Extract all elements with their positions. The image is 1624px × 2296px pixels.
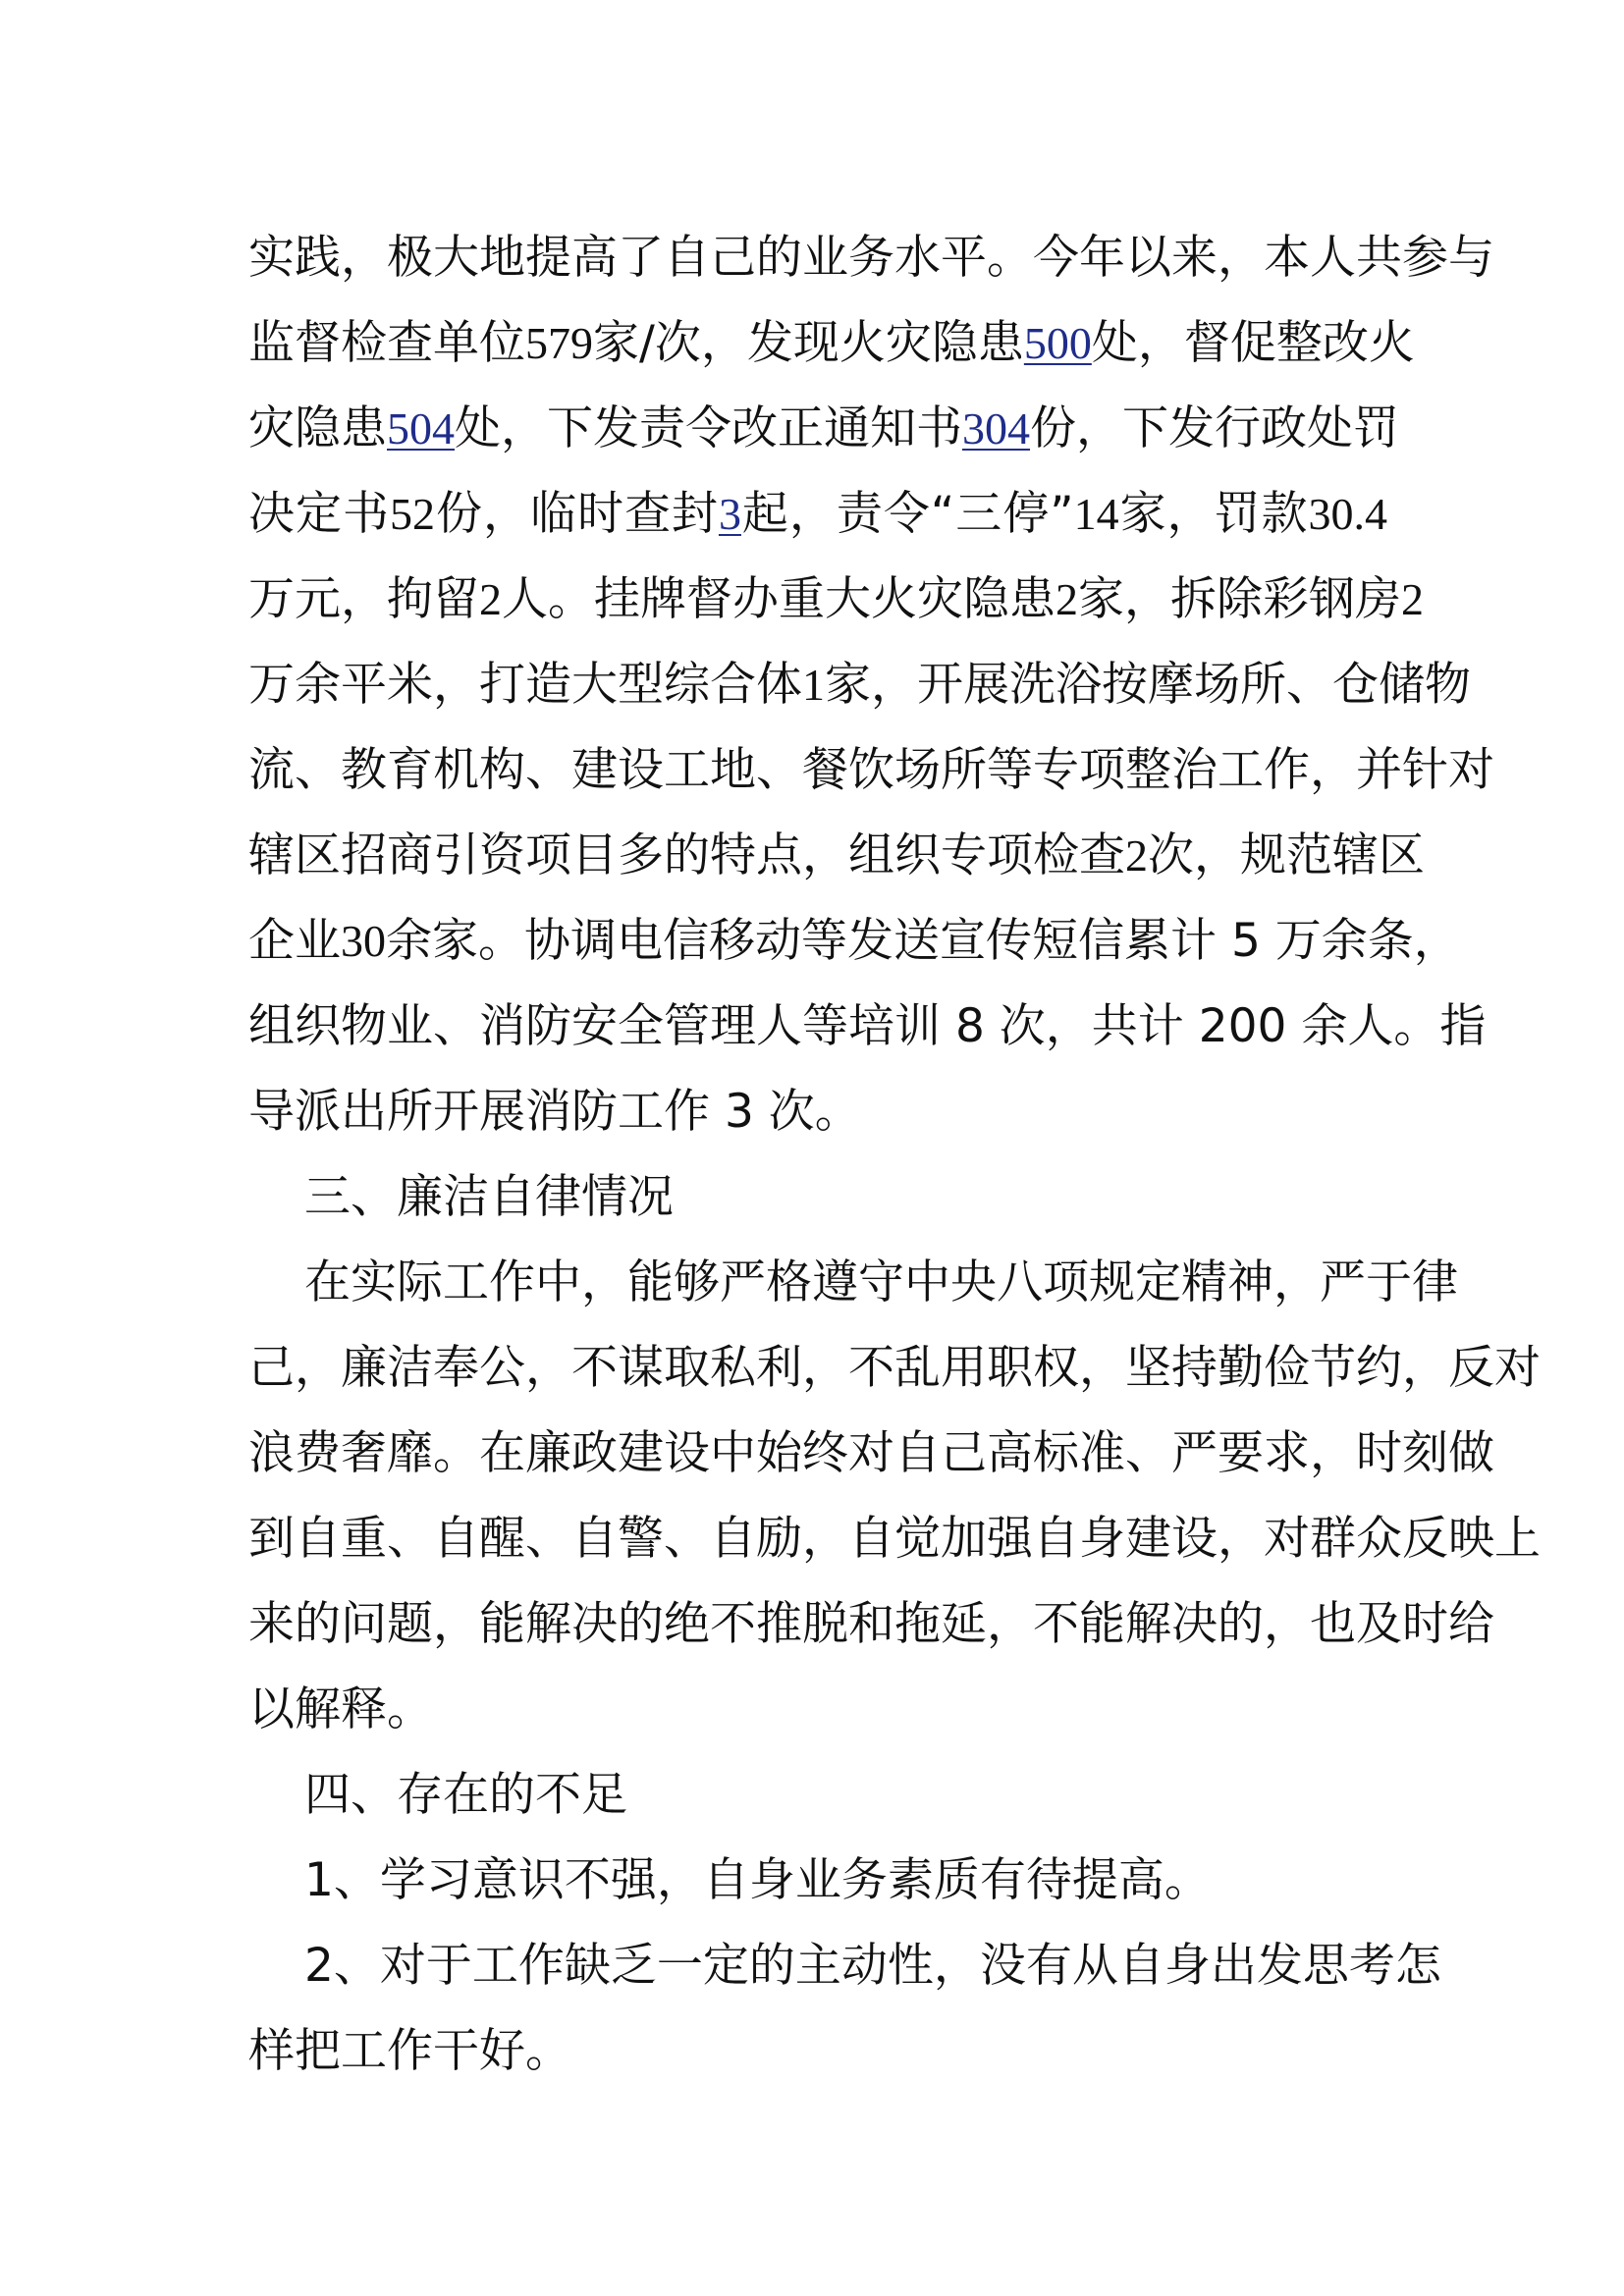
practice-text: 家，开展洗浴按摩场所、仓储物: [825, 658, 1471, 712]
practice-text: 余家。协调电信移动等发送宣传短信累计 5 万余条，: [386, 914, 1460, 968]
practice-line-9: [248, 902, 1460, 981]
practice-text: 企业: [248, 914, 341, 968]
practice-text: 家，罚款: [1118, 487, 1309, 541]
stat-number: 30: [341, 916, 386, 966]
shortcoming-item-1: 1、学习意识不强，自身业务素质有待提高。: [304, 1853, 1211, 1907]
practice-text: 处，督促整改火: [1091, 316, 1415, 370]
stat-number: 579: [525, 318, 593, 368]
practice-line-10: 组织物业、消防安全管理人等培训 8 次，共计 200 余人。指: [248, 999, 1487, 1053]
integrity-line-6: 以解释。: [248, 1682, 433, 1736]
stat-number: 1: [802, 660, 825, 710]
stat-number: 2: [1401, 574, 1424, 624]
integrity-line-5: 来的问题，能解决的绝不推脱和拖延，不能解决的，也及时给: [248, 1597, 1494, 1651]
practice-line-5: [248, 561, 1424, 639]
shortcoming-item-2-line-2: 样把工作干好。: [248, 2024, 571, 2078]
stat-link[interactable]: 500: [1023, 318, 1092, 368]
stat-number: 52: [389, 489, 435, 539]
practice-text: 决定书: [248, 487, 390, 541]
practice-line-3: [248, 390, 1399, 468]
practice-text: 家/次，发现火灾隐患: [593, 316, 1024, 370]
integrity-line-2: 己，廉洁奉公，不谋取私利，不乱用职权，坚持勤俭节约，反对: [248, 1341, 1541, 1395]
practice-text: 灾隐患: [248, 401, 387, 455]
practice-text: 起，责令“三停”: [740, 487, 1074, 541]
shortcoming-item-2-line-1: 2、对于工作缺乏一定的主动性，没有从自身出发思考怎: [304, 1939, 1441, 1993]
integrity-line-3: 浪费奢靡。在廉政建设中始终对自己高标准、严要求，时刻做: [248, 1426, 1494, 1480]
stat-link[interactable]: 504: [387, 403, 455, 454]
section-4-heading: 四、存在的不足: [304, 1768, 627, 1822]
practice-text: 辖区招商引资项目多的特点，组织专项检查: [248, 828, 1125, 882]
practice-line-4: [248, 475, 1387, 554]
stat-link[interactable]: 304: [962, 403, 1030, 454]
practice-text: 人。挂牌督办重大火灾隐患: [502, 572, 1056, 626]
practice-line-11: 导派出所开展消防工作 3 次。: [248, 1085, 861, 1139]
stat-number: 2: [1125, 830, 1148, 881]
practice-text: 份，临时查封: [434, 487, 719, 541]
stat-link[interactable]: 3: [718, 489, 741, 539]
stat-number: 2: [479, 574, 502, 624]
stat-number: 2: [1056, 574, 1078, 624]
practice-line-1: 实践，极大地提高了自己的业务水平。今年以来，本人共参与: [248, 231, 1494, 285]
practice-text: 份，下发行政处罚: [1030, 401, 1399, 455]
practice-line-7: 流、教育机构、建设工地、餐饮场所等专项整治工作，并针对: [248, 743, 1494, 797]
integrity-line-4: 到自重、自醒、自警、自励，自觉加强自身建设，对群众反映上: [248, 1512, 1541, 1566]
stat-number: 14: [1073, 489, 1119, 539]
practice-text: 万元，拘留: [248, 572, 479, 626]
section-3-heading: 三、廉洁自律情况: [304, 1170, 674, 1224]
practice-text: 次，规范辖区: [1148, 828, 1425, 882]
practice-text: 处，下发责令改正通知书: [455, 401, 962, 455]
practice-line-6: [248, 646, 1471, 724]
practice-text: 万余平米，打造大型综合体: [248, 658, 802, 712]
practice-line-8: [248, 817, 1425, 895]
stat-number: 30.4: [1308, 489, 1388, 539]
practice-line-2: [248, 304, 1415, 383]
practice-text: 监督检查单位: [248, 316, 525, 370]
practice-text: 家，拆除彩钢房: [1078, 572, 1401, 626]
integrity-line-1: 在实际工作中，能够严格遵守中央八项规定精神，严于律: [304, 1255, 1458, 1309]
